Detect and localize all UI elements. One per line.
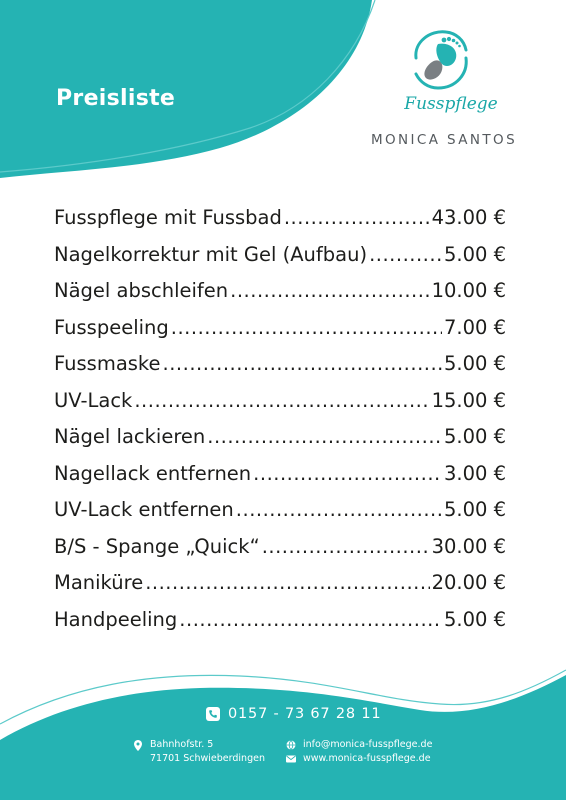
service-name: Fusspeeling [54, 315, 169, 339]
dot-leader [253, 462, 442, 485]
globe-icon [286, 740, 296, 750]
price-row [54, 206, 506, 243]
email-row[interactable] [286, 738, 432, 752]
service-price: 5.00 € [443, 498, 506, 521]
footer-wave [0, 675, 566, 800]
service-name: Nägel lackieren [54, 425, 206, 448]
phone-icon [206, 707, 220, 721]
price-row [54, 425, 506, 462]
dot-leader [369, 243, 442, 266]
service-price: 5.00 € [443, 607, 506, 631]
service-price: 5.00 € [443, 425, 506, 448]
price-row [54, 352, 506, 389]
phone-number: 0157 - 73 67 28 11 [228, 706, 382, 722]
service-name: UV-Lack entfernen [54, 498, 234, 521]
price-row [54, 462, 506, 499]
service-name: Maniküre [54, 571, 144, 594]
dot-leader [134, 389, 429, 412]
dot-leader [230, 279, 429, 302]
address-city: 71701 Schwieberdingen [150, 753, 265, 764]
foot-logo-icon [408, 28, 472, 92]
service-price: 5.00 € [443, 242, 506, 266]
service-price: 30.00 € [431, 534, 506, 558]
dot-leader [163, 352, 442, 375]
dot-leader [179, 608, 442, 631]
service-name: Nägel abschleifen [54, 279, 229, 302]
service-price: 3.00 € [443, 461, 506, 485]
price-row [54, 279, 506, 316]
price-row [54, 243, 506, 280]
page-title: Preisliste [56, 86, 176, 111]
price-list [54, 206, 506, 644]
email-address: info@monica-fusspflege.de [303, 739, 433, 750]
address-street: Bahnhofstr. 5 [150, 739, 214, 750]
price-row [54, 535, 506, 572]
service-name: Nagelkorrektur mit Gel (Aufbau) [54, 242, 368, 266]
footer-phone[interactable] [206, 706, 381, 722]
service-price: 7.00 € [443, 315, 506, 339]
logo-script-text: Fusspflege [404, 94, 498, 114]
dot-leader [284, 206, 430, 229]
service-name: Nagellack entfernen [54, 461, 252, 485]
service-price: 20.00 € [431, 571, 506, 594]
price-row [54, 498, 506, 535]
service-price: 15.00 € [431, 388, 506, 412]
service-price: 5.00 € [443, 352, 506, 375]
service-name: Fusspflege mit Fussbad [54, 206, 282, 229]
dot-leader [207, 425, 442, 448]
service-name: Fussmaske [54, 352, 161, 375]
price-row [54, 389, 506, 426]
mail-icon [286, 754, 296, 764]
price-row [54, 571, 506, 608]
service-price: 10.00 € [431, 279, 506, 302]
dot-leader [145, 571, 429, 594]
service-name: Handpeeling [54, 607, 178, 631]
service-name: UV-Lack [54, 388, 133, 412]
dot-leader [262, 535, 430, 558]
service-name: B/S - Spange „Quick“ [54, 534, 260, 558]
website-url: www.monica-fusspflege.de [303, 753, 431, 764]
footer-address [134, 738, 265, 766]
website-row[interactable] [286, 752, 432, 766]
price-row [54, 316, 506, 353]
logo [370, 28, 546, 158]
footer-contact [286, 738, 432, 766]
dot-leader [171, 316, 442, 339]
logo-name-text: MONICA SANTOS [370, 132, 518, 148]
dot-leader [236, 498, 442, 521]
service-price: 43.00 € [431, 206, 506, 229]
price-row [54, 608, 506, 645]
location-pin-icon [134, 740, 142, 751]
